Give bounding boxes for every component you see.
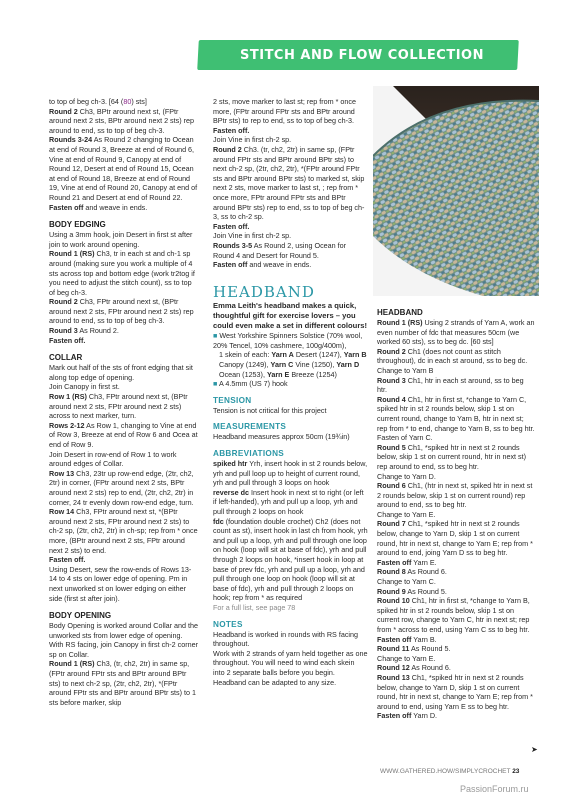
yarn-info: ■ West Yorkshire Spinners Solstice (70% wool, 20% Tencel, 10% cashmere, 100g/400m), <box>213 331 363 350</box>
collar-title: COLLAR <box>49 353 83 363</box>
headband-intro: Emma Leith's headband makes a quick, thoughtful gift for exercise lovers – you could even make a set in different colours! <box>213 301 368 331</box>
column-3: HEADBAND Round 1 (RS) Using 2 strands of Yarn A, work an even number of fdc that measures 50cm (we worked 60 sts), ss to beg dc. [60 sts] Round 2 Ch1 (does not count as stitch throughout), dc in each st around, ss to beg dc. Change to Yarn B Round 3 Ch1, htr in each st around, ss to beg htr. Round 4 Ch1, htr in first st, *change to Yarn C, spiked htr in st 2 rounds below, skip 1 st on current round, change to Yarn B, htr in next st; rep from * to end, change to Yarn B, ss to beg htr. Fasten of Yarn C. Round 5 Ch1, *spiked htr in next st 2 rounds below, skip 1 st on current round, htr in next st) rep around to end, ss to beg htr. Change to Yarn D. Round 6 Ch1, (htr in next st, spiked htr in next st 2 rounds below, skip 1 st on current round) rep around to end, ss to beg htr. Change to Yarn E. Round 7 Ch1, *spiked htr in next st 2 rounds below, change to Yarn D, skip 1 st on current round, htr in next st, change to Yarn E; rep from * around to end, joing Yarn D ss to beg htr. Fasten off Yarn E. Round 8 As Round 6. Change to Yarn C. Round 9 As Round 5. Round 10 Ch1, htr in first st, *change to Yarn B, spiked htr in st 2 rounds below, skip 1 st on current row, change to Yarn C, htr in next st; rep from * across to end, using Yarn C ss to beg htr. Fasten off Yarn B. Round 11 As Round 5. Change to Yarn E. Round 12 As Round 6. Round 13 Ch1, *spiked htr in next st 2 rounds below, change to Yarn D, skip 1 st on current round, htr in next st, change to Yarn E; rep from * around to end, using Yarn E ss to beg htr. Fasten off Yarn D. <box>377 308 535 721</box>
square-bullet-icon: ■ <box>213 379 218 389</box>
headband-pattern-title: HEADBAND <box>377 308 423 317</box>
hook-info: ■ A 4.5mm (US 7) hook <box>213 379 288 389</box>
tension-title: TENSION <box>213 395 252 405</box>
headband-title: HEADBAND <box>213 282 315 301</box>
continue-arrow-icon: ➤ <box>531 745 538 754</box>
rounds-3-24: Rounds 3-24 As Round 2 changing to Ocean at end of Round 3, Breeze at end of Round 6, Vine at end of Round 9, Canopy at end of Round 12, Desert at end of Round 15, Ocean at end of Round 18, Breeze at end of Round 19, Vine at end of Round 20, Canopy at end of Round 21 and Desert at end of Round 22. <box>49 135 198 202</box>
page-footer: WWW.GATHERED.HOW/SIMPLYCROCHET 23 <box>380 768 520 775</box>
body-edging-title: BODY EDGING <box>49 220 106 230</box>
collection-title: STITCH AND FLOW COLLECTION <box>240 48 484 63</box>
full-list-link[interactable]: For a full list, see page 78 <box>213 602 296 612</box>
measurements-title: MEASUREMENTS <box>213 422 287 432</box>
column-2: 2 sts, move marker to last st; rep from * once more, (FPtr around FPtr sts and BPtr around BPtr sts) to rep to end, ss to top of beg ch-3. Fasten off. Join Vine in first ch-2 sp. Round 2 Ch3. (tr, ch2, 2tr) in same sp, (FPtr around FPtr sts and BPtr around BPtr sts) to next ch-2 sp, (2tr, ch2, 2tr), *(FPtr around FPtr sts and BPtr around BPtr sts) to marked st, skip next 2 sts, move marker to last st, ; rep from * once more, FPtr around FPtr sts and BPtr around BPtr sts) rep to end, ss to top of beg ch-3, ss to ch-2 sp. Fasten off. Join Vine in first ch-2 sp. Rounds 3-5 As Round 2, using Ocean for Round 4 and Desert for Round 5. Fasten off and weave in ends. HEADBAND Emma Leith's headband makes a quick, thoughtful gift for exercise lovers – you could even make a set in different colours! ■ West Yorkshire Spinners Solstice (70% wool, 20% Tencel, 10% cashmere, 100g/400m), 1 skein of each: Yarn A Desert (1247), Yarn B Canopy (1249), Yarn C Vine (1250), Yarn D Ocean (1253), Yarn E Breeze (1254) ■ A 4.5mm (US 7) hook TENSION Tension is not critical for this project MEASUREMENTS Headband measures approx 50cm (19¾in) ABBREVIATIONS spiked htr Yrh, insert hook in st 2 rounds below, yrh and pull loop up to height of current round, yrh and pull through 3 loops on hook reverse dc Insert hook in next st to right (or left if left-handed), yrh and pull up a loop, yrh and pull through 2 loops on hook fdc (foundation double crochet) Ch2 (does not count as st), insert hook in last ch from hook, yrh and pull up a loop, yrh and pull through one loop on hook (loop will sit at base of fdc), yrh and pull through 2 loops on hook, *insert hook in loop at base of prev fdc, yrh and pull up a loop, yrh and pull through one loop on hook (loop will sit at base of fdc), yrh and pull through 2 loops on hook; rep from * as required For a full list, see page 78 NOTES Headband is worked in rounds with RS facing throughout. Work with 2 strands of yarn held together as one throughout. You will need to wind each skein into 2 separate balls before you begin. Headband can be adapted to any size. <box>213 97 368 687</box>
body-opening-title: BODY OPENING <box>49 611 112 621</box>
column-1: to top of beg ch-3. [64 (80) sts] Round 2 Ch3, BPtr around next st, (FPtr around next 2 sts, BPtr around next 2 sts) rep around to end, ss to top of beg ch-3. Rounds 3-24 As Round 2 changing to Ocean at end of Round 3, Breeze at end of Round 6, Vine at end of Round 9, Canopy at end of Round 12, Desert at end of Round 15, Ocean at end of Round 18, Breeze at end of Round 19, Vine at end of Round 20, Canopy at end of Round 21 and Desert at end of Round 22. Fasten off and weave in ends. BODY EDGING Using a 3mm hook, join Desert in first st after join to work around opening. Round 1 (RS) Ch3, tr in each st and ch-1 sp around (making sure you work a multiple of 4 sts across top and bottom edge (work tr2tog if you need to adjust the stitch count), ss to top of beg ch-3. Round 2 Ch3, FPtr around next st, (BPtr around next 2 sts, FPtr around next 2 sts) rep around to end, ss to top of beg ch-3. Round 3 As Round 2. Fasten off. COLLAR Mark out half of the sts of front edging that sit along top edge of opening. Join Canopy in first st. Row 1 (RS) Ch3, FPtr around next st, (BPtr around next 2 sts, FPtr around next 2 sts) across to next marker, turn. Rows 2-12 As Row 1, changing to Vine at end of Row 3, Breeze at end of Row 6 and Ocea at end of Row 9. Join Desert in row-end of Row 1 to work around edges of Collar. Row 13 Ch3, 23tr up row-end edge, (2tr, ch2, 2tr) in corner, (FPtr around next 2 sts, BPtr around next 2 sts) rep to end, (2tr, ch2, 2tr) in corner, 24 tr evenly down row-end edge, turn. Row 14 Ch3, FPtr around next st, *(BPtr around next 2 sts, FPtr around next 2 sts) to ch-2 sp, (2tr, ch2, 2tr) in ch-sp; rep from * once more, (BPtr around next 2 sts, FPtr around next 2 sts) to end. Fasten off. Using Desert, sew the row-ends of Rows 13-14 to 4 sts on lower edge of opening. Pm in next unworked st on lower edging on either side (first st after join). BODY OPENING Body Opening is worked around Collar and the unworked sts from lower edge of opening. With RS facing, join Canopy in first ch-2 corner sp on Collar. Round 1 (RS) Ch3, (tr, ch2, 2tr) in same sp, (FPtr around FPtr sts and BPtr around BPtr sts) to next ch-2 sp, (2tr, ch2, 2tr), *(FPtr around FPtr sts and BPtr around BPtr sts) to 1 sts before marker, skip <box>49 97 199 707</box>
notes-title: NOTES <box>213 619 243 629</box>
abbreviations-title: ABBREVIATIONS <box>213 449 285 459</box>
yarn-list: 1 skein of each: Yarn A Desert (1247), Yarn B Canopy (1249), Yarn C Vine (1250), Yarn D Ocean (1253), Yarn E Breeze (1254) <box>219 350 367 379</box>
square-bullet-icon: ■ <box>213 331 218 341</box>
watermark: PassionForum.ru <box>460 784 529 794</box>
headband-photo <box>373 86 539 296</box>
round-2: Round 2 Ch3, BPtr around next st, (FPtr around next 2 sts, BPtr around next 2 sts) rep around to end, ss to top of beg ch-3. <box>49 106 195 135</box>
